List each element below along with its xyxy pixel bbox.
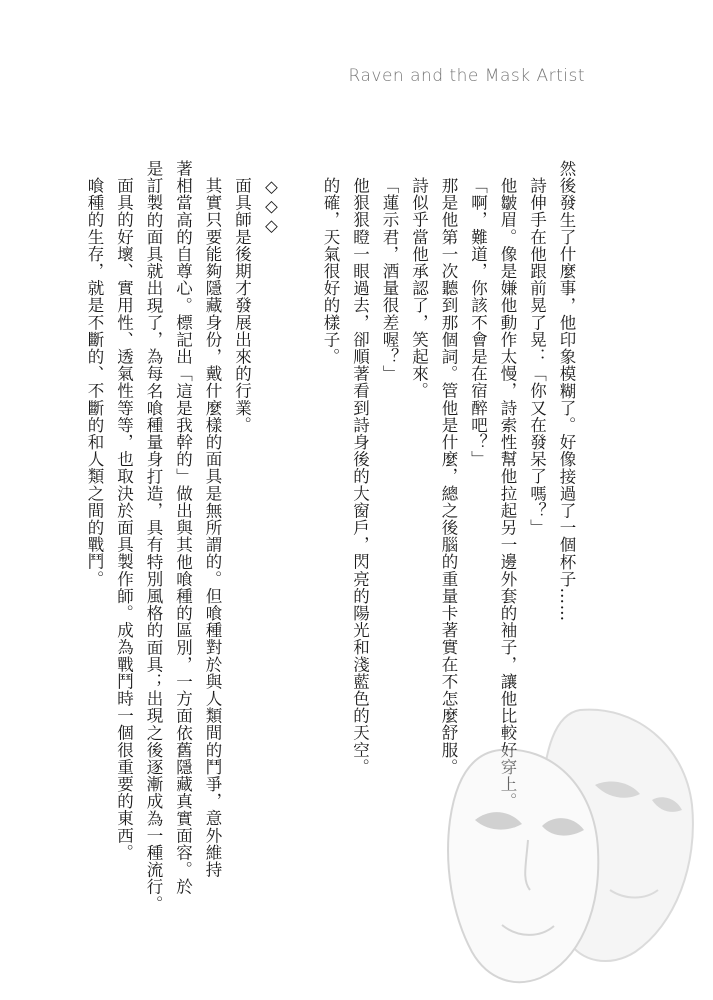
paragraph-continuation: 是訂製的面具就出現了，為每名喰種量身打造，具有特別風格的面具；出現之後逐漸成為一種流行。: [144, 160, 163, 913]
blank-line: [286, 160, 316, 880]
running-header: Raven and the Mask Artist: [348, 66, 585, 86]
paragraph: 的確，天氣很好的樣子。: [321, 176, 340, 365]
paragraph: 那是他第一次聽到那個詞。管他是什麼，總之後腦的重量卡著實在不怎麼舒服。: [439, 176, 458, 775]
paragraph: 詩似乎當他承認了，笑起來。: [409, 176, 429, 399]
front-mask-icon: [448, 750, 598, 983]
paragraph: 「啊，難道，你該不會是在宿醉吧？」: [468, 176, 488, 468]
paragraph: 其實只要能夠隱藏身份，戴什麼樣的面具是無所謂的。但喰種對於與人類間的鬥爭，意外維持: [203, 176, 222, 878]
paragraph: 他狠狠瞪一眼過去，卻順著看到詩身後的大窗戶，閃亮的陽光和淺藍色的天空。: [350, 176, 370, 775]
paragraph-continuation: 著相當高的自尊心。標記出「這是我幹的」做出與其他喰種的區別，一方面依舊隱藏真實面容。於: [173, 160, 193, 896]
paragraph: 他皺眉。像是嫌他動作太慢，詩索性幫他拉起另一邊外套的袖子，讓他比較好穿上。: [498, 176, 517, 810]
paragraph: 喰種的生存，就是不斷的、不斷的和人類之間的戰鬥。: [85, 176, 104, 587]
paragraph: 「蓮示君，酒量很差喔？」: [380, 176, 399, 382]
paragraph: 詩伸手在他跟前晃了晃：「你又在發呆了嗎？」: [527, 176, 547, 536]
paragraph: 面具的好壞、實用性、透氣性等等，也取決於面具製作師。成為戰鬥時一個很重要的東西。: [114, 176, 134, 861]
theater-masks-icon: [430, 690, 700, 990]
section-break-diamonds: ◇◇◇: [262, 176, 281, 236]
paragraph: 面具師是後期才發展出來的行業。: [232, 176, 252, 433]
paragraph: 然後發生了什麼事，他印象模糊了。好像接過了一個杯子……: [557, 160, 576, 622]
